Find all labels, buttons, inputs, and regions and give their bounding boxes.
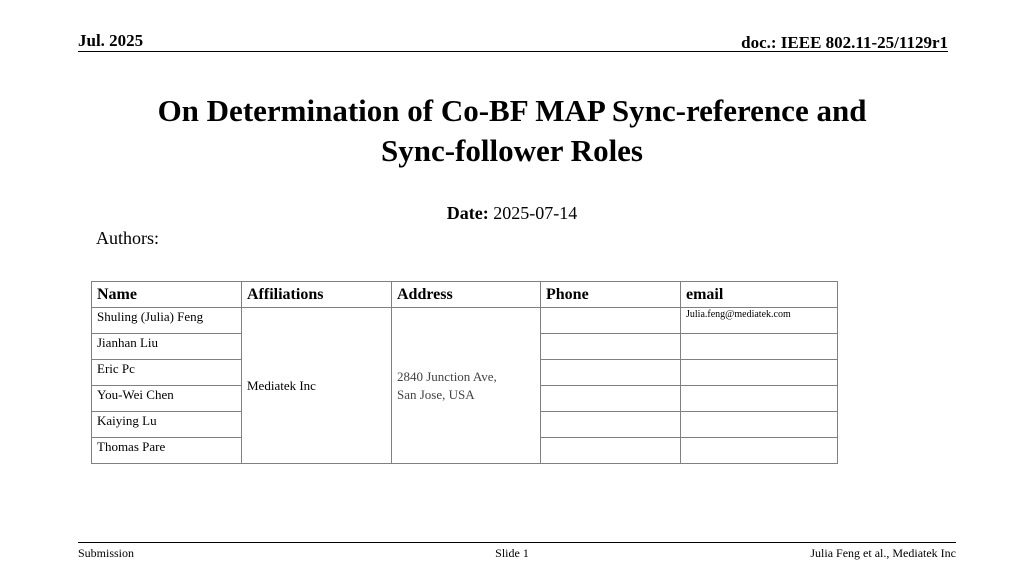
header-phone: Phone [541, 282, 681, 308]
phone-cell [541, 386, 681, 412]
footer-submission: Submission [78, 546, 135, 560]
email-cell [681, 360, 838, 386]
author-name: You-Wei Chen [92, 386, 242, 412]
header-address: Address [392, 282, 541, 308]
phone-cell [541, 360, 681, 386]
author-name: Jianhan Liu [92, 334, 242, 360]
table-row [92, 308, 838, 334]
header-affiliations: Affiliations [242, 282, 392, 308]
footer-authors: Julia Feng et al., Mediatek Inc [810, 546, 956, 560]
email-cell [681, 438, 838, 464]
date-label: Date: [446, 203, 489, 223]
footer-slide-number: Slide 1 [495, 546, 529, 560]
email-cell [681, 334, 838, 360]
authors-label: Authors: [96, 228, 159, 248]
email-cell [681, 386, 838, 412]
title-line-2: Sync-follower Roles [380, 133, 644, 168]
header-date: Jul. 2025 [78, 31, 144, 50]
header-doc-id: doc.: IEEE 802.11-25/1129r1 [741, 33, 948, 52]
address-line-2: San Jose, USA [397, 386, 475, 402]
footer-rule [78, 542, 956, 543]
phone-cell [541, 438, 681, 464]
phone-cell [541, 334, 681, 360]
phone-cell [541, 308, 681, 334]
author-name: Shuling (Julia) Feng [92, 308, 242, 334]
header-rule [78, 51, 948, 52]
address-cell [392, 308, 541, 464]
date-line [0, 203, 1024, 224]
email-cell: Julia.feng@mediatek.com [681, 308, 838, 334]
header-name: Name [92, 282, 242, 308]
slide-title [0, 91, 1024, 171]
address-line-1: 2840 Junction Ave, [397, 368, 497, 384]
header-email: email [681, 282, 838, 308]
phone-cell [541, 412, 681, 438]
author-name: Thomas Pare [92, 438, 242, 464]
email-cell [681, 412, 838, 438]
authors-table [91, 281, 838, 464]
author-name: Kaiying Lu [92, 412, 242, 438]
date-value: 2025-07-14 [493, 203, 578, 223]
author-name: Eric Pc [92, 360, 242, 386]
table-header-row [92, 282, 838, 308]
affiliation-cell: Mediatek Inc [242, 308, 392, 464]
title-line-1: On Determination of Co-BF MAP Sync-reference and [157, 93, 867, 128]
